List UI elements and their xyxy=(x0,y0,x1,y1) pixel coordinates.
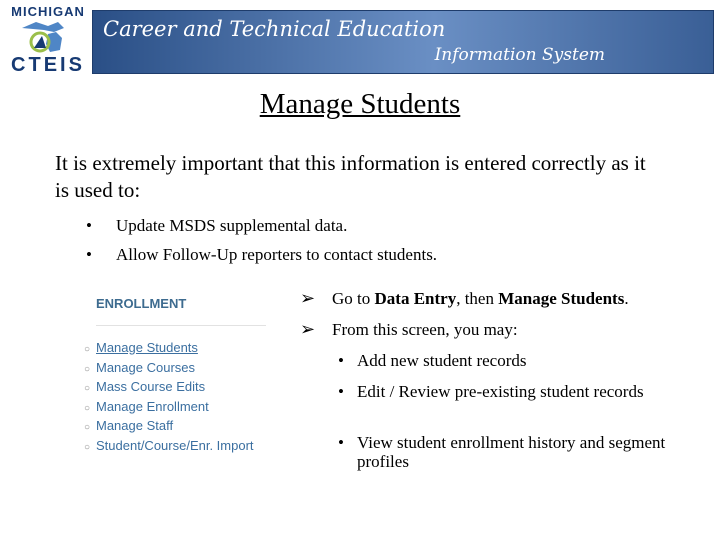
menu-item-label[interactable]: Mass Course Edits xyxy=(96,379,206,395)
logo-state-text: MICHIGAN xyxy=(11,4,85,19)
menu-divider xyxy=(96,325,266,326)
bullet-item xyxy=(86,245,437,265)
menu-item-import[interactable] xyxy=(84,436,262,456)
step1-data-entry: Data Entry xyxy=(374,289,457,308)
arrow-bullet-icon: ➢ xyxy=(300,319,316,340)
michigan-map-icon xyxy=(18,18,78,54)
bullet-dot-icon: • xyxy=(338,433,344,452)
menu-item-label[interactable]: Student/Course/Enr. Import xyxy=(96,437,254,453)
circle-bullet-icon: ○ xyxy=(84,344,91,355)
circle-bullet-icon: ○ xyxy=(84,383,91,395)
bullet-dot-icon: • xyxy=(338,382,344,401)
enrollment-menu xyxy=(84,296,274,456)
menu-item-label[interactable]: Manage Courses xyxy=(96,359,195,375)
option-text: Add new student records xyxy=(357,351,527,370)
step-from-screen xyxy=(300,319,518,340)
circle-bullet-icon: ○ xyxy=(84,363,91,375)
circle-bullet-icon: ○ xyxy=(84,422,91,434)
option-item xyxy=(338,351,668,370)
bullet-text: Update MSDS supplemental data. xyxy=(116,216,348,235)
circle-bullet-icon: ○ xyxy=(84,402,91,414)
menu-item-manage-students[interactable] xyxy=(84,338,262,358)
option-item xyxy=(338,433,668,471)
option-text: Edit / Review pre-existing student records xyxy=(357,382,644,401)
step2-text: From this screen, you may: xyxy=(332,320,518,339)
banner-title-line2: Information System xyxy=(434,45,605,65)
menu-heading: ENROLLMENT xyxy=(96,296,187,311)
menu-item-label[interactable]: Manage Enrollment xyxy=(96,398,209,414)
step-go-to xyxy=(300,288,629,309)
slide-title: Manage Students xyxy=(259,88,461,120)
bullet-dot-icon: • xyxy=(86,245,92,264)
menu-item-label[interactable]: Manage Staff xyxy=(96,418,174,434)
step1-mid: , then xyxy=(456,289,499,308)
circle-bullet-icon: ○ xyxy=(84,441,91,453)
banner-title-line1: Career and Technical Education xyxy=(103,17,446,41)
intro-paragraph: It is extremely important that this information is entered correctly as it is used to: xyxy=(55,151,646,202)
step1-prefix: Go to xyxy=(332,289,375,308)
bullet-item xyxy=(86,216,347,236)
system-title-banner xyxy=(92,10,714,74)
step1-manage-students: Manage Students xyxy=(498,289,625,308)
menu-item-mass-course-edits[interactable] xyxy=(84,377,262,397)
bullet-dot-icon: • xyxy=(338,351,344,370)
option-item xyxy=(338,382,668,401)
option-text: View student enrollment history and segment profiles xyxy=(357,433,666,471)
arrow-bullet-icon: ➢ xyxy=(300,288,316,309)
logo-acronym: CTEIS xyxy=(11,54,85,76)
menu-item-manage-staff[interactable] xyxy=(84,416,262,436)
bullet-text: Allow Follow-Up reporters to contact students. xyxy=(116,245,438,264)
step1-suffix: . xyxy=(624,289,629,308)
cteis-logo xyxy=(6,4,90,76)
menu-item-label[interactable]: Manage Students xyxy=(96,340,198,355)
menu-item-manage-courses[interactable] xyxy=(84,358,262,378)
menu-item-manage-enrollment[interactable] xyxy=(84,397,262,417)
header-banner xyxy=(0,0,720,78)
bullet-dot-icon: • xyxy=(86,216,92,235)
